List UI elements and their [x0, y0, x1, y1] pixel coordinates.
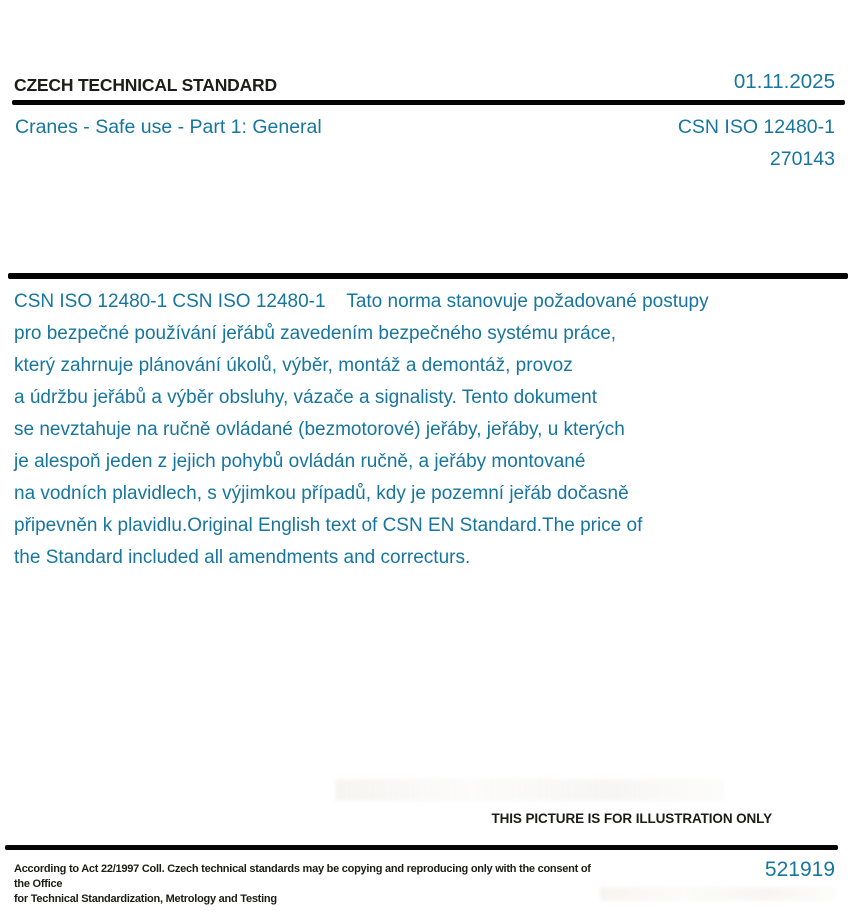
abstract-text-line: připevněn k plavidlu.Original English text of CSN EN Standard.The price of — [14, 515, 643, 536]
abstract-text-line: a údržbu jeřábů a výběr obsluhy, vázače a signalisty. Tento dokument — [14, 387, 598, 408]
standard-type-label: CZECH TECHNICAL STANDARD — [14, 75, 277, 95]
issue-date: 01.11.2025 — [733, 70, 835, 93]
document-number: 521919 — [764, 858, 835, 881]
abstract-text-line: který zahrnuje plánování úkolů, výběr, montáž a demontáž, provoz — [14, 355, 573, 376]
copyright-notice-line1: According to Act 22/1997 Coll. Czech technical standards may be copying and reproducing only with the consent of the Office — [14, 863, 591, 890]
abstract-text — [14, 286, 825, 574]
faint-watermark — [335, 779, 725, 801]
standard-designation: CSN ISO 12480-1 — [677, 116, 835, 138]
abstract-text-line: se nevztahuje na ručně ovládané (bezmotorové) jeřáby, jeřáby, u kterých — [14, 419, 625, 440]
copyright-notice — [14, 862, 604, 907]
header-divider-rule — [12, 100, 845, 105]
illustration-disclaimer: THIS PICTURE IS FOR ILLUSTRATION ONLY — [491, 811, 772, 826]
abstract-text-line: na vodních plavidlech, s výjimkou případů, kdy je pozemní jeřáb dočasně — [14, 483, 629, 504]
abstract-divider-rule — [8, 273, 848, 279]
copyright-notice-line2: for Technical Standardization, Metrology and Testing — [14, 893, 277, 905]
faint-watermark — [600, 887, 836, 901]
abstract-text-line: je alespoň jeden z jejich pohybů ovládán ručně, a jeřáby montované — [14, 451, 586, 472]
standard-title: Cranes - Safe use - Part 1: General — [15, 116, 322, 138]
abstract-text-line: the Standard included all amendments and correcturs. — [14, 547, 471, 568]
footer-divider-rule — [5, 845, 838, 850]
abstract-text-line: CSN ISO 12480-1 CSN ISO 12480-1 Tato norma stanovuje požadované postupy — [14, 291, 709, 312]
abstract-text-line: pro bezpečné používání jeřábů zavedením bezpečného systému práce, — [14, 323, 617, 344]
standard-class-number: 270143 — [769, 148, 835, 170]
